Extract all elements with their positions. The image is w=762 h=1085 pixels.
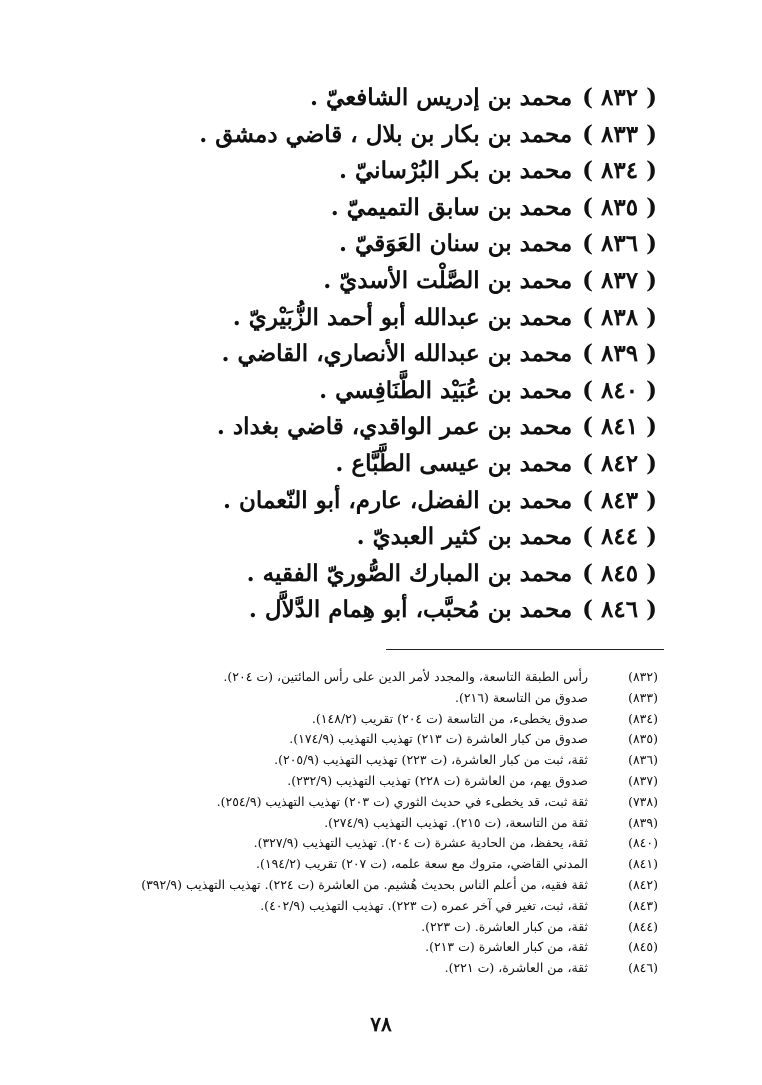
entry-name: محمد بن مُحبَّب، أبو هِمام الدَّلاَّل .: [248, 596, 573, 624]
entry-number: ( ٨٤١ ): [582, 413, 657, 441]
entry-number: ( ٨٣٢ ): [582, 84, 657, 111]
entry-number: ( ٨٤٥ ): [582, 559, 657, 587]
list-item: [97, 117, 657, 154]
footnote: [8, 958, 658, 979]
footnote: [8, 833, 658, 854]
footnote: [8, 875, 658, 896]
footnote-text: صدوق يهم، من العاشرة (ت ٢٢٨) تهذيب التهذيب (٢٣٢/٩).: [287, 772, 588, 788]
footnote-text: صدوق من التاسعة (٢١٦).: [454, 689, 588, 705]
footnote-text: ثقة، من كبار العاشرة. (ت ٢٢٣).: [421, 918, 588, 934]
entries-list: [97, 80, 657, 629]
footnote: [8, 688, 658, 709]
list-item: [97, 519, 657, 556]
footnote-text: ثقة ثبت، قد يخطىء في حديث الثوري (ت ٢٠٣) تهذيب التهذيب (٢٥٤/٩).: [216, 793, 588, 809]
footnote: [8, 667, 658, 688]
entry-number: ( ٨٤٤ ): [582, 523, 657, 551]
entry-name: محمد بن بكر البُرْسانيّ .: [339, 157, 573, 185]
entry-name: محمد بن كثير العبديّ .: [356, 523, 573, 551]
entry-name: محمد بن الصَّلْت الأسديّ .: [323, 266, 573, 294]
entry-name: محمد بن المبارك الصُّوريّ الفقيه .: [246, 559, 573, 587]
footnotes-list: [8, 667, 658, 979]
footnote: [8, 709, 658, 730]
footnote-number: (٨٣٤): [628, 710, 658, 726]
footnote-number: (٨٣٥): [628, 731, 658, 747]
list-item: [97, 373, 657, 410]
footnote: [8, 917, 658, 938]
entry-number: ( ٨٣٦ ): [582, 230, 657, 258]
footnote: [8, 896, 658, 917]
footnote-text: ثقة، يحفظ، من الحادية عشرة (ت ٢٠٤). تهذيب التهذيب (٣٢٧/٩).: [253, 835, 588, 851]
list-item: [97, 153, 657, 190]
footnote-number: (٨٣٩): [628, 814, 658, 830]
list-item: [97, 336, 657, 373]
entry-name: محمد بن عيسى الطَّبَّاع .: [335, 449, 573, 477]
list-item: [97, 592, 657, 629]
list-item: [97, 556, 657, 593]
footnote-text: ثقة، ثبت من كبار العاشرة، (ت ٢٢٣) تهذيب التهذيب (٢٠٥/٩).: [274, 752, 588, 768]
footnote-divider: [386, 649, 664, 650]
list-item: [97, 190, 657, 227]
footnote-number: (٨٤٤): [628, 918, 658, 934]
footnote: [8, 792, 658, 813]
footnote-text: ثقة، ثبت، تغير في آخر عمره (ت ٢٢٣). تهذيب التهذيب (٤٠٢/٩).: [260, 897, 588, 913]
entry-number: ( ٨٣٥ ): [582, 193, 657, 221]
entry-number: ( ٨٣٧ ): [582, 266, 657, 294]
page-number: ٧٨: [370, 1012, 392, 1036]
footnote-text: ثقة، من العاشرة، (ت ٢٢١).: [444, 960, 588, 976]
entry-name: محمد بن إدريس الشافعيّ .: [310, 84, 573, 111]
entry-name: محمد بن عبدالله الأنصاري، القاضي .: [221, 340, 573, 368]
entry-name: محمد بن عبدالله أبو أحمد الزُّبَيْريّ .: [232, 303, 573, 331]
entry-number: ( ٨٣٣ ): [582, 120, 657, 148]
footnote-number: (٧٣٨): [628, 793, 658, 809]
entry-number: ( ٨٣٤ ): [582, 157, 657, 185]
footnote-number: (٨٤٦): [628, 960, 658, 976]
footnote: [8, 729, 658, 750]
footnote-number: (٨٣٢): [628, 669, 658, 684]
entry-name: محمد بن سنان العَوَقيّ .: [339, 230, 573, 258]
footnote: [8, 937, 658, 958]
footnote: [8, 771, 658, 792]
footnote-text: صدوق يخطىء، من التاسعة (ت ٢٠٤) تقريب (١٤٨/٢).: [311, 710, 588, 726]
list-item: [97, 409, 657, 446]
footnote-text: رأس الطبقة التاسعة، والمجدد لأمر الدين على رأس المائتين، (ت ٢٠٤).: [223, 669, 588, 684]
footnote: [8, 750, 658, 771]
list-item: [97, 263, 657, 300]
entry-number: ( ٨٣٩ ): [582, 340, 657, 368]
list-item: [97, 226, 657, 263]
entry-name: محمد بن عُبَيْد الطَّنَافِسي .: [319, 376, 573, 404]
footnote-text: ثقة فقيه، من أعلم الناس بحديث هُشيم. من العاشرة (ت ٢٢٤). تهذيب التهذيب (٣٩٢/٩): [141, 876, 588, 892]
footnote-number: (٨٣٧): [628, 772, 658, 788]
footnote-number: (٨٤٢): [628, 876, 658, 892]
list-item: [97, 80, 657, 117]
entry-name: محمد بن سابق التميميّ .: [330, 193, 573, 221]
footnote-number: (٨٣٣): [628, 689, 658, 705]
entry-number: ( ٨٤٢ ): [582, 449, 657, 477]
entry-name: محمد بن بكار بن بلال ، قاضي دمشق .: [199, 120, 573, 148]
footnote-number: (٨٤٣): [628, 897, 658, 913]
entry-name: محمد بن عمر الواقدي، قاضي بغداد .: [216, 413, 573, 441]
list-item: [97, 446, 657, 483]
footnote-text: صدوق من كبار العاشرة (ت ٢١٣) تهذيب التهذيب (١٧٤/٩).: [289, 731, 588, 747]
footnote-text: المدني القاضي، متروك مع سعة علمه، (ت ٢٠٧) تقريب (١٩٤/٢).: [256, 856, 588, 872]
footnote-text: ثقة، من كبار العاشرة (ت ٢١٣).: [425, 939, 588, 955]
entry-number: ( ٨٣٨ ): [582, 303, 657, 331]
footnote: [8, 813, 658, 834]
footnote-number: (٨٤٥): [628, 939, 658, 955]
list-item: [97, 483, 657, 520]
entry-number: ( ٨٤٠ ): [582, 376, 657, 404]
footnote-number: (٨٣٦): [628, 752, 658, 768]
entry-number: ( ٨٤٣ ): [582, 486, 657, 514]
entry-name: محمد بن الفضل، عارم، أبو النّعمان .: [223, 486, 573, 514]
footnote: [8, 854, 658, 875]
list-item: [97, 300, 657, 337]
footnote-text: ثقة من التاسعة، (ت ٢١٥). تهذيب التهذيب (٢٧٤/٩).: [324, 814, 588, 830]
entry-number: ( ٨٤٦ ): [582, 596, 657, 624]
footnote-number: (٨٤١): [628, 856, 658, 872]
footnote-number: (٨٤٠): [628, 835, 658, 851]
